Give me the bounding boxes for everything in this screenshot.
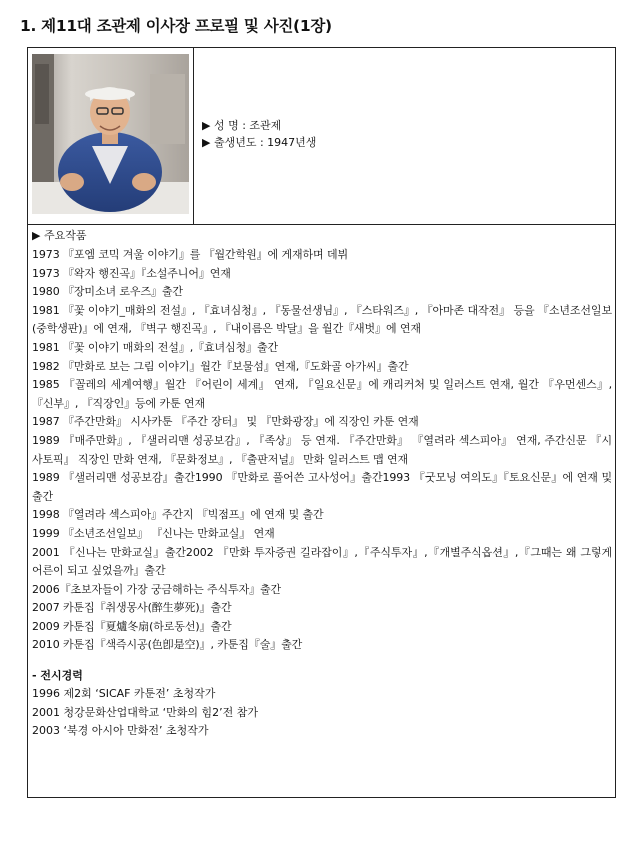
exhibitions-list <box>32 685 612 741</box>
list-item: 1982 『만화로 보는 그림 이야기』월간『보물섬』연재,『도화골 아가씨』출간 <box>32 359 409 373</box>
profile-info <box>202 117 316 151</box>
works-heading: ▶ 주요작품 <box>32 229 87 242</box>
birth-year-field: ▶ 출생년도 : 1947년생 <box>202 136 317 149</box>
list-item: 2009 카툰집『夏爐冬扇(하로동선)』출간 <box>32 619 232 633</box>
list-item: 1981 『꽃 이야기 매화의 전설』,『효녀심청』출간 <box>32 340 279 354</box>
profile-table <box>27 47 616 798</box>
career-section <box>32 228 612 741</box>
name-field: ▶ 성 명 : 조관제 <box>202 119 282 132</box>
list-item: 2007 카툰집『취생몽사(醉生夢死)』출간 <box>32 601 232 615</box>
list-item: 2003 ‘북경 아시아 만화전’ 초청작가 <box>32 724 209 738</box>
works-list <box>32 246 612 655</box>
profile-header-row <box>28 48 615 225</box>
list-item: 1985 『꼴레의 세계여행』월간 『어린이 세계』 연재, 『일요신문』에 캐리커처 및 일러스트 연재, 월간 『우먼센스』, 『신부』, 『직장인』등에 카툰 연재 <box>32 378 612 410</box>
list-item: 2001 청강문화산업대학교 ‘만화의 힘2’전 참가 <box>32 705 258 719</box>
list-item: 1999 『소년조선일보』 『신나는 만화교실』 연재 <box>32 526 275 540</box>
exhibitions-heading: - 전시경력 <box>32 669 83 683</box>
list-item: 1996 제2회 ‘SICAF 카툰전’ 초청작가 <box>32 687 216 701</box>
list-item: 2001 『신나는 만화교실』출간2002 『만화 투자증권 길라잡이』,『주식투자』,『개별주식옵션』,『그때는 왜 그렇게 어른이 되고 싶었을까』출간 <box>32 545 612 578</box>
list-item: 1989 『샐러리맨 성공보감』출간1990 『만화로 풀어쓴 고사성어』출간1993 『굿모닝 여의도』『토요신문』에 연재 및 출간 <box>32 471 612 503</box>
list-item: 1973 『왁자 행진곡』『소설주니어』연재 <box>32 266 231 280</box>
list-item: 1981 『꽃 이야기_매화의 전설』, 『효녀심청』, 『동물선생님』, 『스타워즈』, 『아마존 대작전』 등을 『소년조선일보(중학생판)』에 연재, 『벽구 행진곡』, 『내이름은 박달』을 월간『새벗』에 연재 <box>32 303 612 336</box>
list-item: 2006『초보자들이 가장 궁금해하는 주식투자』출간 <box>32 582 282 596</box>
page-title: 1. 제11대 조관제 이사장 프로필 및 사진(1장) <box>20 17 332 35</box>
list-item: 1987 『주간만화』 시사카툰 『주간 장터』 및 『만화광장』에 직장인 카툰 연재 <box>32 415 419 429</box>
list-item: 1998 『열려라 섹스피아』주간지 『빅점프』에 연재 및 출간 <box>32 508 324 522</box>
list-item: 2010 카툰집『색즉시공(色卽是空)』, 카툰집『술』출간 <box>32 638 303 652</box>
list-item: 1989 『매주만화』, 『샐러리맨 성공보감』, 『족상』 등 연재. 『주간만화』 『열려라 섹스피아』 연재, 주간신문 『시사토픽』 직장인 만화 연재, 『문화정보』, 『출판저널』 만화 일러스트 맵 연재 <box>32 433 612 466</box>
profile-photo <box>32 54 189 214</box>
list-item: 1973 『포엠 코믹 겨울 이야기』를 『월간학원』에 게재하며 데뷔 <box>32 248 349 261</box>
photo-cell <box>28 48 194 224</box>
list-item: 1980 『장미소녀 로우즈』출간 <box>32 285 183 299</box>
